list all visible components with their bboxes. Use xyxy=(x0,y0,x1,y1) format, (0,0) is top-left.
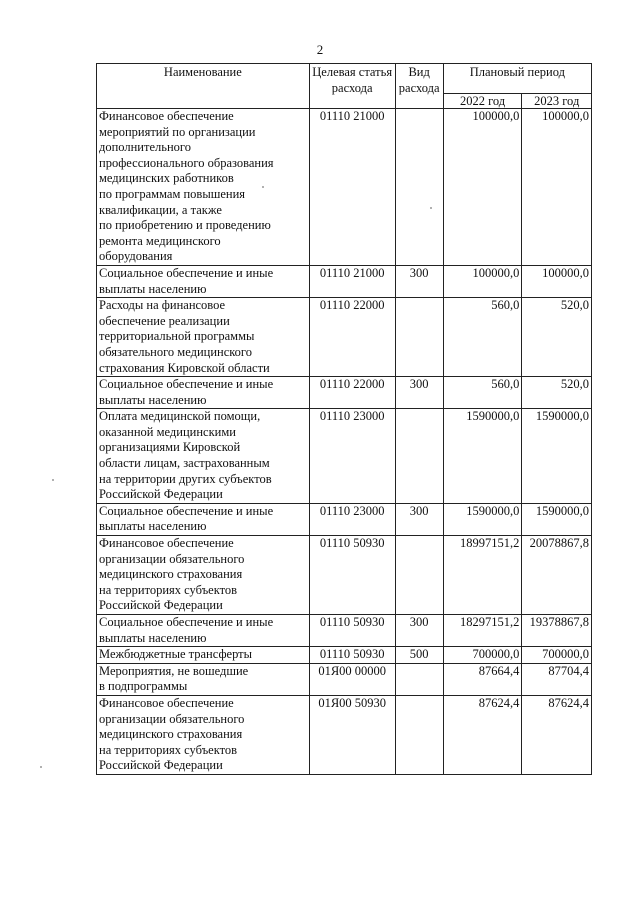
row-2023-value-cell: 520,0 xyxy=(522,298,592,377)
header-year-2023: 2023 год xyxy=(522,94,592,109)
scan-speck xyxy=(52,479,54,481)
table-row xyxy=(97,615,592,647)
row-expense-type-cell: 300 xyxy=(395,615,443,647)
scan-speck xyxy=(262,186,264,188)
table-body xyxy=(97,109,592,775)
row-expense-type-cell xyxy=(395,536,443,615)
row-expense-type-cell: 300 xyxy=(395,377,443,409)
row-expense-type-cell xyxy=(395,409,443,504)
row-2022-value-cell: 87624,4 xyxy=(443,695,522,774)
header-target-article: Целевая статья расхода xyxy=(309,64,395,109)
row-name-cell: Финансовое обеспечение мероприятий по организации дополнительного профессионального образования медицинских работников по программам повышения квалификации, а также по приобретению и проведению ремонта медицинского оборудования xyxy=(97,109,310,266)
row-expense-type-cell xyxy=(395,109,443,266)
row-2023-value-cell: 87624,4 xyxy=(522,695,592,774)
table-row xyxy=(97,663,592,695)
table-row xyxy=(97,298,592,377)
row-target-article-cell: 01110 23000 xyxy=(309,409,395,504)
table-row xyxy=(97,536,592,615)
row-expense-type-cell xyxy=(395,695,443,774)
row-target-article-cell: 01Я00 00000 xyxy=(309,663,395,695)
row-expense-type-cell: 500 xyxy=(395,647,443,664)
row-2023-value-cell: 520,0 xyxy=(522,377,592,409)
header-name: Наименование xyxy=(97,64,310,109)
header-expense-type: Вид расхода xyxy=(395,64,443,109)
row-2022-value-cell: 700000,0 xyxy=(443,647,522,664)
row-2022-value-cell: 1590000,0 xyxy=(443,409,522,504)
row-name-cell: Социальное обеспечение и иные выплаты населению xyxy=(97,615,310,647)
row-target-article-cell: 01110 22000 xyxy=(309,377,395,409)
row-name-cell: Социальное обеспечение и иные выплаты населению xyxy=(97,503,310,535)
header-planned-period: Плановый период xyxy=(443,64,591,94)
row-target-article-cell: 01110 21000 xyxy=(309,109,395,266)
row-2022-value-cell: 1590000,0 xyxy=(443,503,522,535)
row-2023-value-cell: 87704,4 xyxy=(522,663,592,695)
row-2023-value-cell: 700000,0 xyxy=(522,647,592,664)
row-2023-value-cell: 19378867,8 xyxy=(522,615,592,647)
row-name-cell: Оплата медицинской помощи, оказанной медицинскими организациями Кировской области лицам, застрахованным на территории других субъектов Российской Федерации xyxy=(97,409,310,504)
row-2022-value-cell: 87664,4 xyxy=(443,663,522,695)
row-target-article-cell: 01110 21000 xyxy=(309,265,395,297)
row-2023-value-cell: 1590000,0 xyxy=(522,409,592,504)
row-2023-value-cell: 100000,0 xyxy=(522,265,592,297)
row-2022-value-cell: 560,0 xyxy=(443,377,522,409)
row-name-cell: Межбюджетные трансферты xyxy=(97,647,310,664)
row-name-cell: Социальное обеспечение и иные выплаты населению xyxy=(97,377,310,409)
row-name-cell: Финансовое обеспечение организации обязательного медицинского страхования на территориях субъектов Российской Федерации xyxy=(97,536,310,615)
row-2022-value-cell: 18997151,2 xyxy=(443,536,522,615)
row-expense-type-cell xyxy=(395,663,443,695)
row-name-cell: Социальное обеспечение и иные выплаты населению xyxy=(97,265,310,297)
row-name-cell: Расходы на финансовое обеспечение реализации территориальной программы обязательного медицинского страхования Кировской области xyxy=(97,298,310,377)
table-row xyxy=(97,695,592,774)
scan-speck xyxy=(430,207,432,209)
row-target-article-cell: 01110 50930 xyxy=(309,536,395,615)
row-name-cell: Мероприятия, не вошедшие в подпрограммы xyxy=(97,663,310,695)
row-name-cell: Финансовое обеспечение организации обязательного медицинского страхования на территориях субъектов Российской Федерации xyxy=(97,695,310,774)
row-2023-value-cell: 20078867,8 xyxy=(522,536,592,615)
row-target-article-cell: 01110 50930 xyxy=(309,615,395,647)
row-2022-value-cell: 18297151,2 xyxy=(443,615,522,647)
budget-table xyxy=(96,63,592,775)
row-target-article-cell: 01Я00 50930 xyxy=(309,695,395,774)
table-row xyxy=(97,503,592,535)
table-row xyxy=(97,647,592,664)
row-expense-type-cell: 300 xyxy=(395,503,443,535)
row-expense-type-cell: 300 xyxy=(395,265,443,297)
table-row xyxy=(97,109,592,266)
scan-speck xyxy=(40,766,42,768)
row-target-article-cell: 01110 50930 xyxy=(309,647,395,664)
table-row xyxy=(97,265,592,297)
row-expense-type-cell xyxy=(395,298,443,377)
row-target-article-cell: 01110 23000 xyxy=(309,503,395,535)
row-target-article-cell: 01110 22000 xyxy=(309,298,395,377)
row-2023-value-cell: 1590000,0 xyxy=(522,503,592,535)
row-2022-value-cell: 100000,0 xyxy=(443,109,522,266)
table-row xyxy=(97,377,592,409)
row-2022-value-cell: 100000,0 xyxy=(443,265,522,297)
header-year-2022: 2022 год xyxy=(443,94,522,109)
row-2023-value-cell: 100000,0 xyxy=(522,109,592,266)
page-number: 2 xyxy=(316,42,324,57)
table-row xyxy=(97,409,592,504)
row-2022-value-cell: 560,0 xyxy=(443,298,522,377)
